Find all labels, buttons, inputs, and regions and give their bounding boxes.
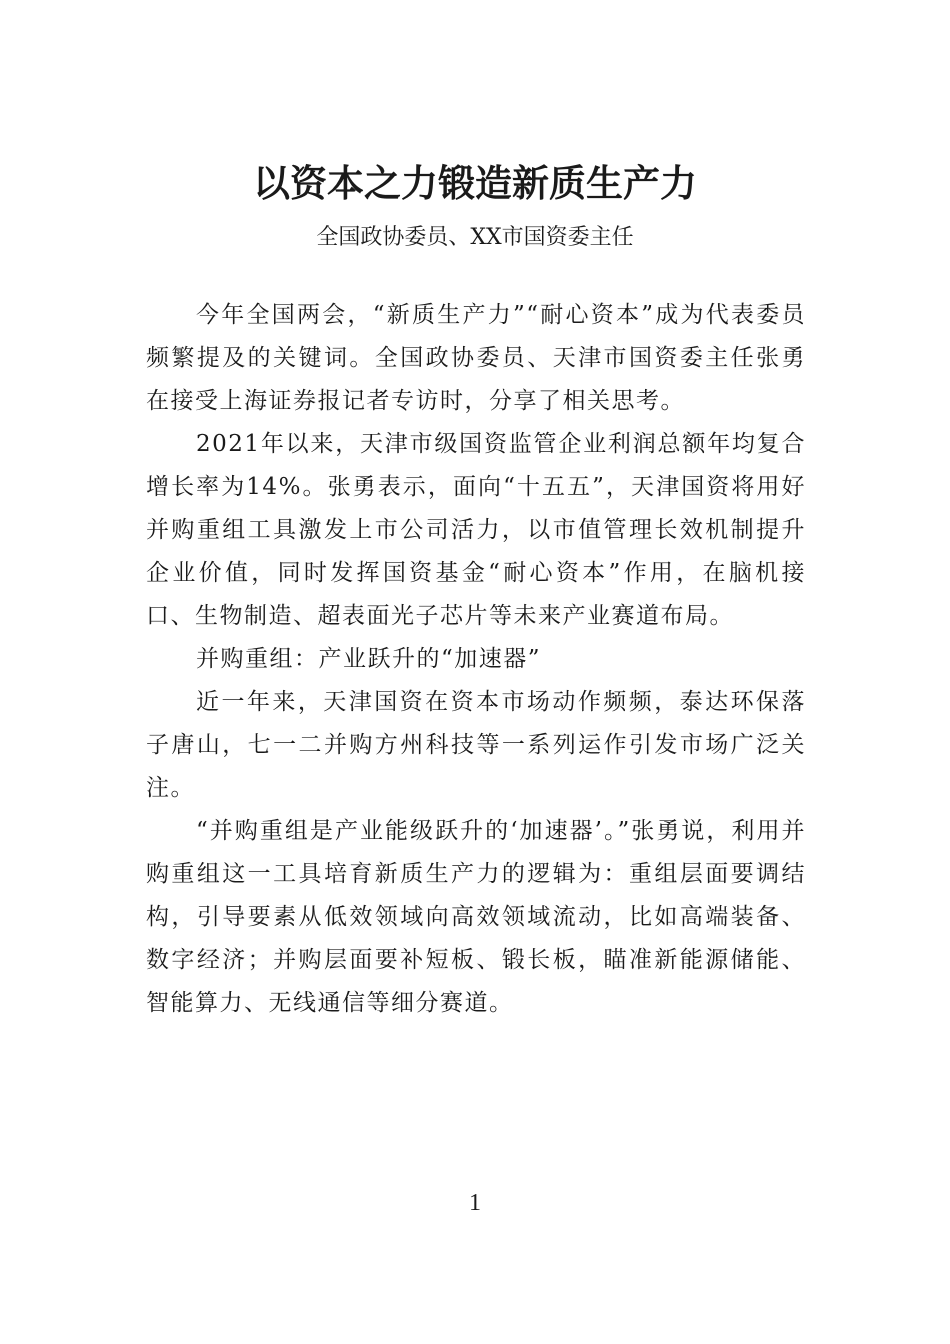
paragraph-logic: “并购重组是产业能级跃升的‘加速器’。”张勇说，利用并购重组这一工具培育新质生产力的逻辑为：重组层面要调结构，引导要素从低效领域向高效领域流动，比如高端装备、数字经济；并购层面要补短板、锻长板，瞄准新能源储能、智能算力、无线通信等细分赛道。 xyxy=(146,818,806,1016)
document-title: 以资本之力锻造新质生产力 xyxy=(253,161,697,205)
document-body xyxy=(146,294,806,1025)
document-subtitle: 全国政协委员、XX市国资委主任 xyxy=(316,225,634,250)
page-number: 1 xyxy=(469,1190,481,1216)
paragraph-intro: 今年全国两会，“新质生产力”“耐心资本”成为代表委员频繁提及的关键词。全国政协委员、天津市国资委主任张勇在接受上海证券报记者专访时，分享了相关思考。 xyxy=(146,302,806,414)
paragraph-market: 近一年来，天津国资在资本市场动作频频，泰达环保落子唐山，七一二并购方州科技等一系列运作引发市场广泛关注。 xyxy=(146,689,806,801)
section-heading: 并购重组：产业跃升的“加速器” xyxy=(196,646,542,672)
paragraph-growth: 2021年以来，天津市级国资监管企业利润总额年均复合增长率为14%。张勇表示，面向“十五五”，天津国资将用好并购重组工具激发上市公司活力，以市值管理长效机制提升企业价值，同时发挥国资基金“耐心资本”作用，在脑机接口、生物制造、超表面光子芯片等未来产业赛道布局。 xyxy=(146,431,806,629)
